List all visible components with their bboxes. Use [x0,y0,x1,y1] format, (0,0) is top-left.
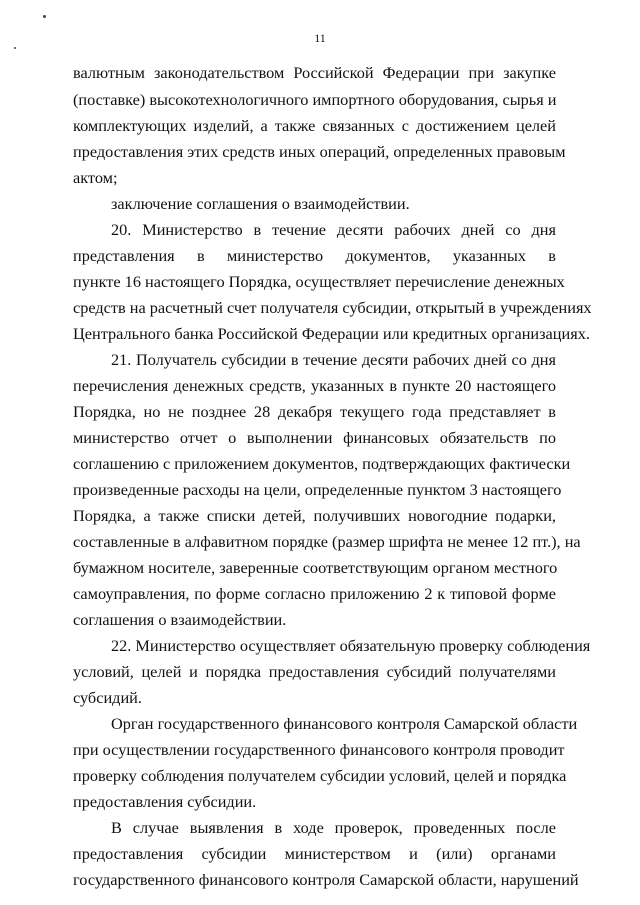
text-line: самоуправления, по форме согласно приложению 2 к типовой форме [73,584,556,603]
text-line: предоставления субсидии. [73,792,257,811]
text-line: Порядка, а также списки детей, получивших новогодние подарки, [73,506,556,525]
text-line: соглашению с приложением документов, подтверждающих фактически [73,454,571,473]
text-line: субсидий. [73,688,142,707]
text-line: Порядка, но не позднее 28 декабря текущего года представляет в [73,402,556,421]
text-line: 20. Министерство в течение десяти рабочих дней со дня [111,220,556,239]
text-line: условий, целей и порядка предоставления субсидий получателями [73,662,556,681]
text-line: заключение соглашения о взаимодействии. [111,194,410,213]
text-line: произведенные расходы на цели, определенные пунктом 3 настоящего [73,480,562,499]
text-line: предоставления субсидии министерством и (или) органами [73,844,556,863]
text-line: бумажном носителе, заверенные соответствующим органом местного [73,558,558,577]
text-line: предоставления этих средств иных операций, определенных правовым [73,142,566,161]
text-line: валютным законодательством Российской Федерации при закупке [73,63,556,82]
text-line: составленные в алфавитном порядке (размер шрифта не менее 12 пт.), на [73,532,581,551]
text-line: проверку соблюдения получателем субсидии условий, целей и порядка [73,766,567,785]
text-line: Центрального банка Российской Федерации или кредитных организациях. [73,324,590,343]
text-line: представления в министерство документов, указанных в [73,246,556,265]
text-line: пункте 16 настоящего Порядка, осуществляет перечисление денежных [73,272,565,291]
text-line: министерство отчет о выполнении финансовых обязательств по [73,428,556,447]
text-line: 22. Министерство осуществляет обязательную проверку соблюдения [111,636,591,655]
text-line: при осуществлении государственного финансового контроля проводит [73,740,565,759]
text-line: перечисления денежных средств, указанных в пункте 20 настоящего [73,376,556,395]
text-line: комплектующих изделий, а также связанных с достижением целей [73,116,556,135]
page-number: 11 [314,31,326,45]
text-line: Орган государственного финансового контроля Самарской области [111,714,578,733]
text-line: 21. Получатель субсидии в течение десяти рабочих дней со дня [111,350,556,369]
text-line: актом; [73,168,118,187]
text-line: соглашения о взаимодействии. [73,610,287,629]
text-line: (поставке) высокотехнологичного импортного оборудования, сырья и [73,90,557,109]
scan-speck [14,47,16,49]
text-line: государственного финансового контроля Самарской области, нарушений [73,870,579,889]
text-line: средств на расчетный счет получателя субсидии, открытый в учреждениях [73,298,592,317]
text-line: В случае выявления в ходе проверок, проведенных после [111,818,556,837]
scan-speck [43,15,46,18]
